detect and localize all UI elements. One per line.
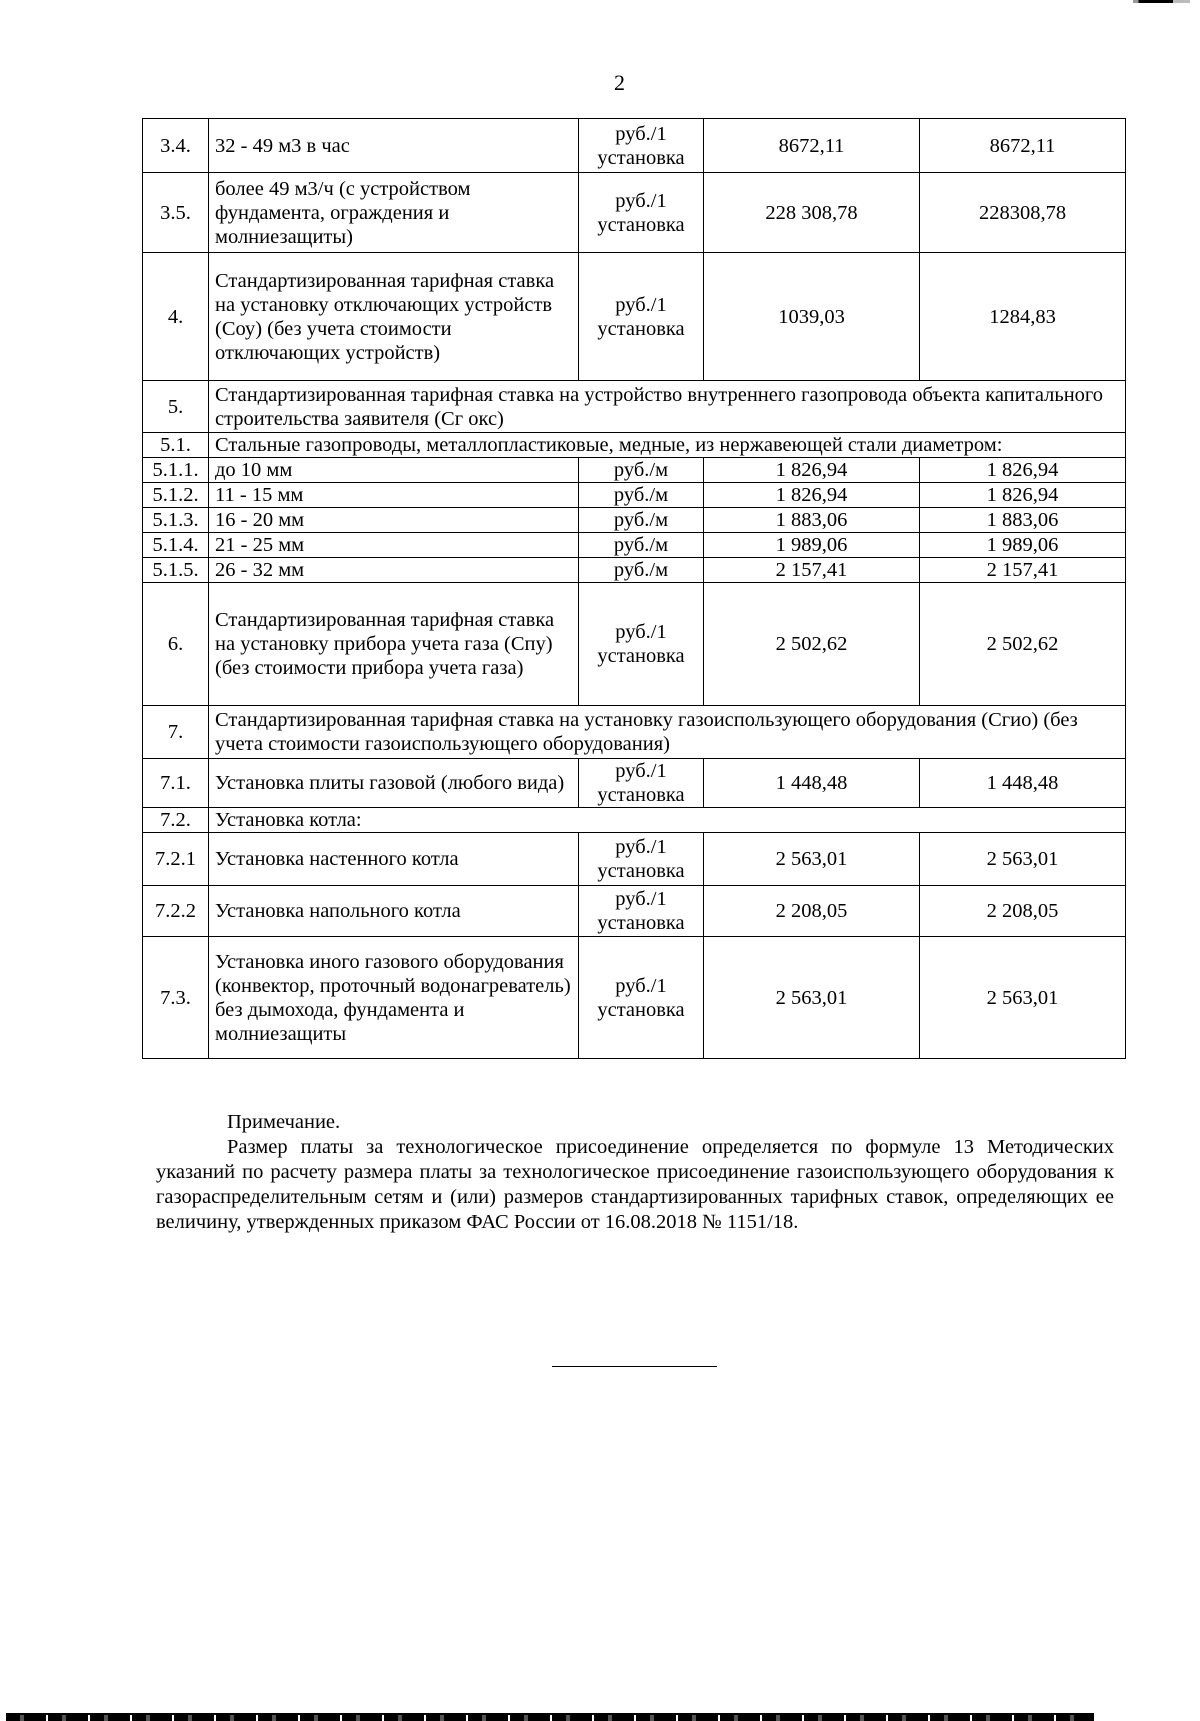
table-row — [143, 173, 1126, 253]
table-row — [143, 119, 1126, 173]
section-heading-cell: Стальные газопроводы, металлопластиковые, медные, из нержавеющей стали диаметром: — [209, 433, 1126, 458]
tariff-table-body — [143, 119, 1126, 1059]
table-row — [143, 886, 1126, 937]
table-row — [143, 433, 1126, 458]
description-cell: более 49 м3/ч (с устройством фундамента, ограждения и молниезащиты) — [209, 173, 579, 253]
row-number-cell: 3.4. — [143, 119, 209, 173]
value-cell-2: 2 563,01 — [920, 937, 1126, 1059]
description-cell: до 10 мм — [209, 458, 579, 483]
row-number-cell: 5. — [143, 381, 209, 433]
row-number-cell: 7.1. — [143, 759, 209, 808]
value-cell-1: 228 308,78 — [704, 173, 920, 253]
unit-cell: руб./м — [579, 508, 704, 533]
table-row — [143, 508, 1126, 533]
value-cell-1: 1 826,94 — [704, 458, 920, 483]
value-cell-1: 1 883,06 — [704, 508, 920, 533]
value-cell-2: 2 502,62 — [920, 583, 1126, 706]
unit-cell: руб./1 установка — [579, 759, 704, 808]
description-cell: 32 - 49 м3 в час — [209, 119, 579, 173]
value-cell-2: 1 826,94 — [920, 458, 1126, 483]
table-row — [143, 253, 1126, 381]
description-cell: Установка настенного котла — [209, 833, 579, 886]
value-cell-1: 1039,03 — [704, 253, 920, 381]
unit-cell: руб./м — [579, 483, 704, 508]
table-row — [143, 759, 1126, 808]
value-cell-2: 2 208,05 — [920, 886, 1126, 937]
row-number-cell: 3.5. — [143, 173, 209, 253]
unit-cell: руб./м — [579, 558, 704, 583]
table-row — [143, 583, 1126, 706]
row-number-cell: 5.1.1. — [143, 458, 209, 483]
value-cell-1: 2 563,01 — [704, 937, 920, 1059]
table-row — [143, 706, 1126, 759]
row-number-cell: 6. — [143, 583, 209, 706]
note-section — [156, 1110, 1114, 1235]
row-number-cell: 7.3. — [143, 937, 209, 1059]
row-number-cell: 5.1.4. — [143, 533, 209, 558]
unit-cell: руб./1 установка — [579, 119, 704, 173]
value-cell-2: 1 989,06 — [920, 533, 1126, 558]
end-divider-line — [552, 1366, 717, 1367]
scan-artifact-bottom-line — [6, 1713, 1094, 1715]
table-row — [143, 833, 1126, 886]
description-cell: Установка плиты газовой (любого вида) — [209, 759, 579, 808]
row-number-cell: 5.1.3. — [143, 508, 209, 533]
value-cell-2: 1 826,94 — [920, 483, 1126, 508]
unit-cell: руб./1 установка — [579, 583, 704, 706]
row-number-cell: 7.2.1 — [143, 833, 209, 886]
tariff-table — [142, 118, 1126, 1059]
section-heading-cell: Установка котла: — [209, 808, 1126, 833]
row-number-cell: 7. — [143, 706, 209, 759]
note-title: Примечание. — [227, 1111, 341, 1133]
table-row — [143, 937, 1126, 1059]
description-cell: 11 - 15 мм — [209, 483, 579, 508]
note-text: Размер платы за технологическое присоединение определяется по формуле 13 Методических указаний по расчету размера платы за технологическое присоединение газоиспользующего оборудования к газораспределительным сетям и (или) размеров стандартизированных тарифных ставок, определяющих ее величину, утвержденных приказом ФАС России от 16.08.2018 № 1151/18. — [156, 1136, 1114, 1233]
row-number-cell: 4. — [143, 253, 209, 381]
unit-cell: руб./1 установка — [579, 253, 704, 381]
description-cell: 26 - 32 мм — [209, 558, 579, 583]
table-row — [143, 483, 1126, 508]
value-cell-2: 1 883,06 — [920, 508, 1126, 533]
row-number-cell: 7.2. — [143, 808, 209, 833]
description-cell: Установка иного газового оборудования (конвектор, проточный водонагреватель) без дымохода, фундамента и молниезащиты — [209, 937, 579, 1059]
section-heading-cell: Стандартизированная тарифная ставка на устройство внутреннего газопровода объекта капитального строительства заявителя (Сг окс) — [209, 381, 1126, 433]
row-number-cell: 5.1. — [143, 433, 209, 458]
description-cell: 16 - 20 мм — [209, 508, 579, 533]
value-cell-1: 2 502,62 — [704, 583, 920, 706]
table-row — [143, 458, 1126, 483]
value-cell-2: 2 157,41 — [920, 558, 1126, 583]
value-cell-1: 1 448,48 — [704, 759, 920, 808]
description-cell: Стандартизированная тарифная ставка на установку отключающих устройств (Соу) (без учета стоимости отключающих устройств) — [209, 253, 579, 381]
value-cell-2: 1284,83 — [920, 253, 1126, 381]
value-cell-1: 2 563,01 — [704, 833, 920, 886]
unit-cell: руб./1 установка — [579, 937, 704, 1059]
unit-cell: руб./м — [579, 458, 704, 483]
description-cell: Стандартизированная тарифная ставка на установку прибора учета газа (Спу) (без стоимости прибора учета газа) — [209, 583, 579, 706]
table-row — [143, 558, 1126, 583]
value-cell-1: 8672,11 — [704, 119, 920, 173]
value-cell-2: 8672,11 — [920, 119, 1126, 173]
value-cell-2: 1 448,48 — [920, 759, 1126, 808]
section-heading-cell: Стандартизированная тарифная ставка на установку газоиспользующего оборудования (Сгио) (без учета стоимости газоиспользующего оборудования) — [209, 706, 1126, 759]
row-number-cell: 5.1.5. — [143, 558, 209, 583]
table-row — [143, 533, 1126, 558]
scan-artifact-top — [1133, 0, 1190, 3]
table-row — [143, 808, 1126, 833]
unit-cell: руб./1 установка — [579, 886, 704, 937]
value-cell-2: 2 563,01 — [920, 833, 1126, 886]
page-number: 2 — [614, 70, 625, 95]
unit-cell: руб./1 установка — [579, 173, 704, 253]
value-cell-1: 2 208,05 — [704, 886, 920, 937]
value-cell-2: 228308,78 — [920, 173, 1126, 253]
value-cell-1: 2 157,41 — [704, 558, 920, 583]
value-cell-1: 1 826,94 — [704, 483, 920, 508]
table-row — [143, 381, 1126, 433]
description-cell: 21 - 25 мм — [209, 533, 579, 558]
row-number-cell: 7.2.2 — [143, 886, 209, 937]
unit-cell: руб./1 установка — [579, 833, 704, 886]
description-cell: Установка напольного котла — [209, 886, 579, 937]
unit-cell: руб./м — [579, 533, 704, 558]
value-cell-1: 1 989,06 — [704, 533, 920, 558]
row-number-cell: 5.1.2. — [143, 483, 209, 508]
